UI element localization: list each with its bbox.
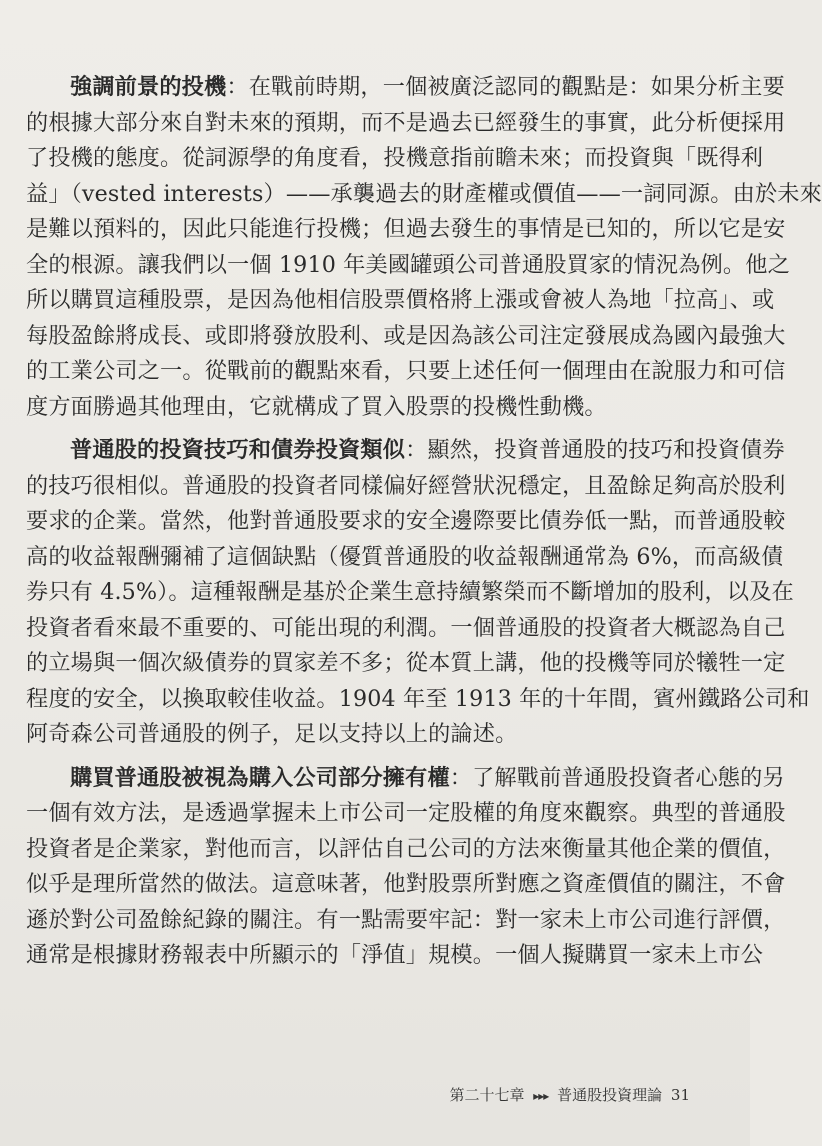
text-line: 阿奇森公司普通股的例子，足以支持以上的論述。	[26, 721, 518, 747]
text-line: 是難以預料的，因此只能進行投機；但過去發生的事情是已知的，所以它是安	[26, 216, 786, 242]
text-span: ：顯然，投資普通股的技巧和投資債券	[405, 437, 785, 463]
text-line: 所以購買這種股票，是因為他相信股票價格將上漲或會被人為地「拉高」、或	[26, 287, 775, 313]
text-line: 的技巧很相似。普通股的投資者同樣偏好經營狀況穩定，且盈餘足夠高於股利	[26, 472, 786, 499]
chapter-label: 第二十七章	[449, 1086, 525, 1104]
text-line: 全的根源。讓我們以一個 1910 年美國罐頭公司普通股買家的情況為例。他之	[26, 251, 790, 278]
text-line: 遜於對公司盈餘紀錄的關注。有一點需要牢記：對一家未上市公司進行評價，	[26, 906, 786, 933]
text-line: 投資者看來最不重要的、可能出現的利潤。一個普通股的投資者大概認為自己	[26, 614, 786, 641]
running-footer	[445, 1084, 690, 1105]
text-line: 通常是根據財務報表中所顯示的「淨值」規模。一個人擬購買一家未上市公	[26, 942, 764, 968]
text-line: 每股盈餘將成長、或即將發放股利、或是因為該公司注定發展成為國內最強大	[26, 322, 786, 349]
text-line: 要求的企業。當然，他對普通股要求的安全邊際要比債券低一點，而普通股較	[26, 508, 786, 534]
text-line: 投資者是企業家，對他而言，以評估自己公司的方法來衡量其他企業的價值，	[26, 835, 786, 862]
text-line: 度方面勝過其他理由，它就構成了買入股票的投機性動機。	[26, 393, 607, 420]
text-line: 的工業公司之一。從戰前的觀點來看，只要上述任何一個理由在說服力和可信	[26, 358, 786, 384]
text-line: 一個有效方法，是透過掌握未上市公司一定股權的角度來觀察。典型的普通股	[26, 800, 786, 826]
text-line	[26, 761, 785, 797]
section-heading: 強調前景的投機	[70, 74, 227, 100]
text-line: 益」（vested interests）——承襲過去的財產權或價值——一詞同源。由於未來	[26, 180, 822, 207]
page-body	[26, 70, 822, 982]
text-line: 的根據大部分來自對未來的預期，而不是過去已經發生的事實，此分析便採用	[26, 109, 786, 136]
section-heading: 購買普通股被視為購入公司部分擁有權	[70, 764, 450, 791]
text-line: 高的收益報酬彌補了這個缺點（優質普通股的收益報酬通常為 6%，而高級債	[26, 543, 784, 570]
text-line: 券只有 4.5%）。這種報酬是基於企業生意持續繁榮而不斷增加的股利，以及在	[26, 579, 794, 605]
text-line: 了投機的態度。從詞源學的角度看，投機意指前瞻未來；而投資與「既得利	[26, 145, 764, 171]
text-line: 似乎是理所當然的做法。這意味著，他對股票所對應之資產價值的關注，不會	[26, 871, 786, 897]
paragraph-speculation	[26, 70, 822, 425]
text-line: 程度的安全，以換取較佳收益。1904 年至 1913 年的十年間，賓州鐵路公司和	[26, 685, 810, 712]
section-title: 普通股投資理論	[557, 1086, 663, 1104]
triangle-separator-icon: ▸▸▸	[533, 1089, 549, 1103]
paragraph-ownership	[26, 761, 786, 974]
text-line	[26, 433, 785, 469]
text-line	[26, 70, 785, 106]
page-number: 31	[670, 1086, 690, 1104]
text-span: ：了解戰前普通股投資者心態的另	[449, 764, 785, 791]
text-span: ：在戰前時期，一個被廣泛認同的觀點是：如果分析主要	[226, 74, 785, 100]
section-heading: 普通股的投資技巧和債券投資類似	[70, 437, 406, 463]
paragraph-common-stock-technique	[26, 433, 810, 753]
text-line: 的立場與一個次級債券的買家差不多；從本質上講，他的投機等同於犧牲一定	[26, 650, 786, 676]
